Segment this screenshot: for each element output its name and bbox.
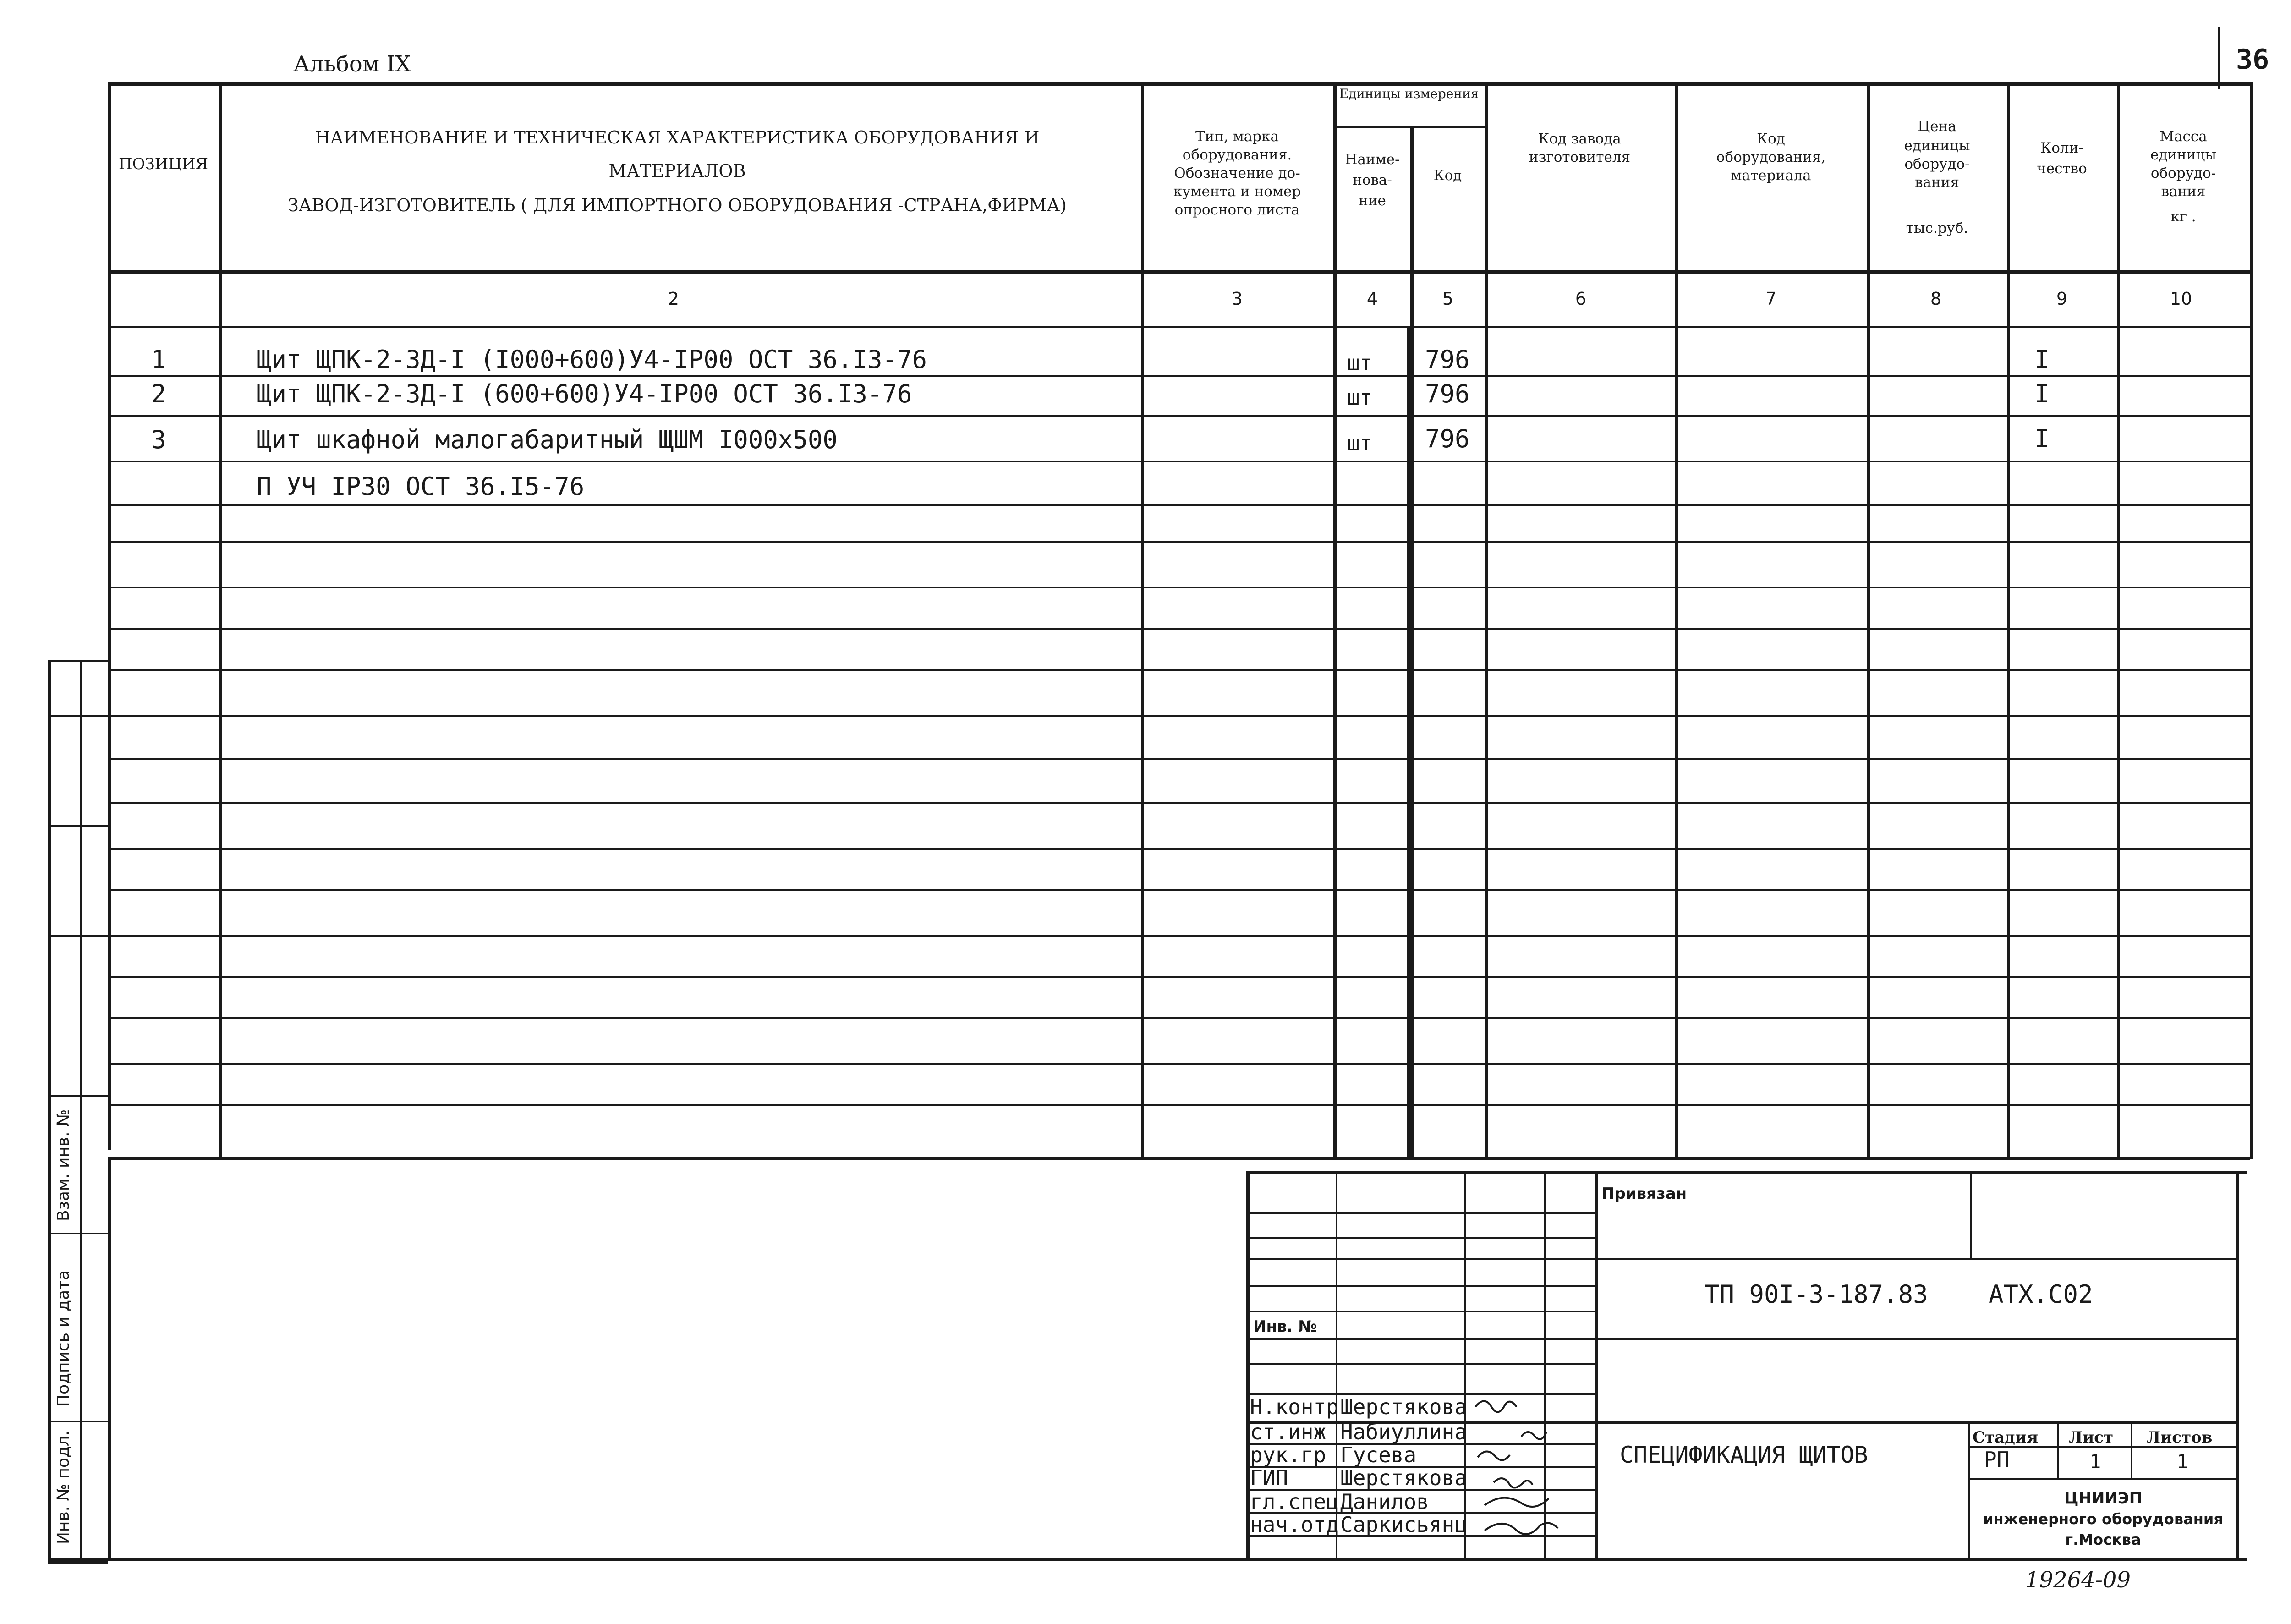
header-mass-line: оборудо- [2150,165,2216,181]
header-pos: ПОЗИЦИЯ [118,155,208,173]
title-block-line [1246,1212,1595,1214]
colnum-bottom-border [108,326,2250,328]
side-stamp-border [48,1095,108,1097]
column-number: 2 [668,289,680,309]
title-block-line [1246,1258,2236,1260]
inv-label: Инв. № [1253,1317,1317,1336]
sheet-number: 36 [2236,44,2269,76]
title-block-border [1968,1423,1970,1560]
header-type-line: опросного листа [1174,202,1300,218]
header-qty-line: чество [2037,160,2087,177]
header-bottom-border [108,270,2250,274]
header-qty-line: Коли- [2040,140,2083,156]
row-line [108,541,2250,543]
title-block-border [1970,1171,1972,1258]
col-border-3 [1333,82,1337,1159]
header-mass-line: Масса [2159,128,2207,145]
row-line [108,1063,2250,1065]
sheets-label: Листов [2147,1428,2213,1447]
stage-value: РП [1984,1447,2010,1472]
side-stamp-border [48,935,108,937]
row-line [108,802,2250,804]
header-name-line3: ЗАВОД-ИЗГОТОВИТЕЛЬ ( ДЛЯ ИМПОРТНОГО ОБОРУДОВАНИЯ -СТРАНА,ФИРМА) [287,195,1067,215]
header-factory-line: изготовителя [1529,149,1631,165]
row-line [108,375,2250,377]
row-name: Щит ЩПК-2-3Д-I (600+600)У4-IP00 ОСТ 36.I3-76 [257,379,912,408]
header-price-line: оборудо- [1904,156,1970,172]
header-mass-line: вания [2161,183,2206,200]
row-quantity: I [2034,345,2050,374]
col-border-10 [2250,82,2253,1159]
col-border-1 [219,82,222,1159]
header-unit-name-line: нова- [1353,172,1392,188]
row-name: П УЧ IP30 ОСТ 36.I5-76 [257,472,585,501]
row-position: 3 [151,425,166,454]
column-number: 8 [1930,289,1942,309]
album-label: Альбом IX [293,51,411,77]
row-unit-code: 796 [1425,379,1470,408]
signer-name: Шерстякова [1340,1465,1467,1490]
header-equip-line: оборудования, [1716,149,1826,165]
row-line [108,889,2250,891]
column-number: 4 [1366,289,1378,309]
header-units: Единицы измерения [1339,86,1479,101]
sheet-label: Лист [2069,1428,2114,1447]
column-number: 10 [2170,289,2192,309]
title-block-line [1246,1311,1595,1312]
header-unit-code: Код [1433,167,1462,184]
column-number: 9 [2056,289,2068,309]
signer-role: рук.гр [1250,1443,1326,1467]
row-line [108,415,2250,417]
header-price-line: Цена [1918,118,1957,135]
row-quantity: I [2034,424,2050,453]
org-line2: инженерного оборудования [1983,1510,2223,1528]
row-name: Щит ЩПК-2-3Д-I (I000+600)У4-IP00 ОСТ 36.I3-76 [257,345,927,374]
col-border-8 [2007,82,2010,1159]
row-name: Щит шкафной малогабаритный ЩШМ I000х500 [257,425,838,454]
column-number: 3 [1231,289,1243,309]
sheet-number-border [2218,27,2220,89]
footer-number: 19264-09 [2025,1567,2131,1593]
org-line1: ЦНИИЭП [2064,1489,2143,1508]
title-block-line [1968,1478,2236,1480]
signer-role: ст.инж [1250,1420,1326,1444]
title-block-border [1246,1171,2247,1174]
title-block-border [2236,1171,2239,1560]
org-line3: г.Москва [2065,1531,2141,1548]
header-type-line: Тип, марка [1195,128,1279,145]
header-mass-line: кг . [2170,208,2196,225]
signature-scribbles [1466,1393,1595,1558]
side-stamp-border [80,660,82,1563]
header-type-line: оборудования. [1182,147,1292,163]
header-unit-name-line: ние [1359,192,1386,209]
title-block-border [2131,1423,2132,1478]
signer-name: Гусева [1340,1443,1417,1467]
row-line [108,976,2250,978]
signer-role: Н.контр [1250,1394,1339,1419]
header-type-line: кумента и номер [1173,183,1301,200]
col-border-5 [1485,82,1488,1159]
header-price-line: единицы [1904,137,1970,154]
signer-role: гл.спец [1250,1489,1339,1514]
title-block-border [1464,1171,1466,1560]
units-subheader-line [1333,126,1485,128]
header-type-line: Обозначение до- [1174,165,1300,181]
col-border-6 [1675,82,1678,1159]
col-border-4 [1410,126,1414,1159]
signer-role: нач.отд [1250,1512,1339,1537]
side-vzam: Взам. инв. № [54,1109,73,1221]
side-stamp-border [48,660,108,662]
document-title: СПЕЦИФИКАЦИЯ ЩИТОВ [1620,1442,1868,1468]
row-line [108,848,2250,850]
header-name-line2: МАТЕРИАЛОВ [608,161,746,181]
title-block-line [1246,1285,1595,1287]
signer-role: ГИП [1250,1465,1288,1490]
table-top-border [108,82,2250,86]
row-line [108,504,2250,506]
row-line [108,461,2250,462]
col-border-2 [1141,82,1144,1159]
page-left-lower-border [108,1157,111,1560]
row-line [108,935,2250,937]
title-block-border [1246,1171,1250,1560]
header-factory-line: Код завода [1538,131,1621,147]
header-unit-name-line: Наиме- [1345,151,1400,168]
side-inv-podl: Инв. № подл. [54,1430,73,1544]
row-unit: шт [1347,431,1373,455]
row-line [108,628,2250,630]
side-stamp-border [48,825,108,827]
stage-label: Стадия [1973,1428,2039,1447]
row-quantity: I [2034,379,2050,408]
row-line [108,1104,2250,1106]
row-position: 1 [151,345,166,374]
row-position: 2 [151,379,166,408]
signer-name: Набиуллина [1340,1420,1467,1444]
header-mass-line: единицы [2150,147,2217,163]
row-unit: шт [1347,385,1373,410]
row-line [108,587,2250,588]
doc-number: ТП 90I-3-187.83 [1705,1280,1928,1309]
title-block-line [1246,1363,1595,1365]
side-stamp-border [48,1421,108,1422]
doc-code: АТХ.С02 [1989,1280,2093,1309]
column-number: 5 [1442,289,1454,309]
col-border-9 [2117,82,2120,1159]
header-price-line: вания [1915,174,1959,191]
signer-name: Шерстякова [1340,1394,1467,1419]
title-block-border [1595,1171,1598,1560]
row-unit-code: 796 [1425,424,1470,453]
row-line [108,1017,2250,1019]
header-equip-line: Код [1757,131,1785,147]
column-number: 7 [1765,289,1777,309]
header-equip-line: материала [1731,167,1811,184]
sheet-value: 1 [2089,1450,2101,1473]
side-stamp-border [48,715,108,717]
row-line [108,758,2250,760]
column-number: 6 [1575,289,1587,309]
table-bottom-border [108,1157,2250,1160]
side-podpis: Подпись и дата [54,1270,73,1407]
privyazan-label: Привязан [1601,1185,1687,1203]
title-block-line [1246,1237,1595,1239]
row-unit: шт [1347,351,1373,375]
row-line [108,669,2250,671]
header-price-line: тыс.руб. [1906,220,1968,236]
col-border-0 [108,82,111,1150]
signer-name: Данилов [1340,1489,1429,1514]
title-block-border [2057,1423,2059,1478]
side-stamp-border [48,1233,108,1234]
sheets-value: 1 [2176,1450,2188,1473]
header-name-line1: НАИМЕНОВАНИЕ И ТЕХНИЧЕСКАЯ ХАРАКТЕРИСТИКА ОБОРУДОВАНИЯ И [315,127,1040,148]
code-col-thick-border [1407,326,1410,1159]
title-block-line [1246,1338,2236,1340]
signer-name: Саркисьянц [1340,1512,1467,1537]
side-stamp-border [48,660,51,1563]
page-bottom-border [48,1558,2247,1561]
row-unit-code: 796 [1425,345,1470,374]
col-border-7 [1867,82,1870,1159]
row-line [108,715,2250,717]
